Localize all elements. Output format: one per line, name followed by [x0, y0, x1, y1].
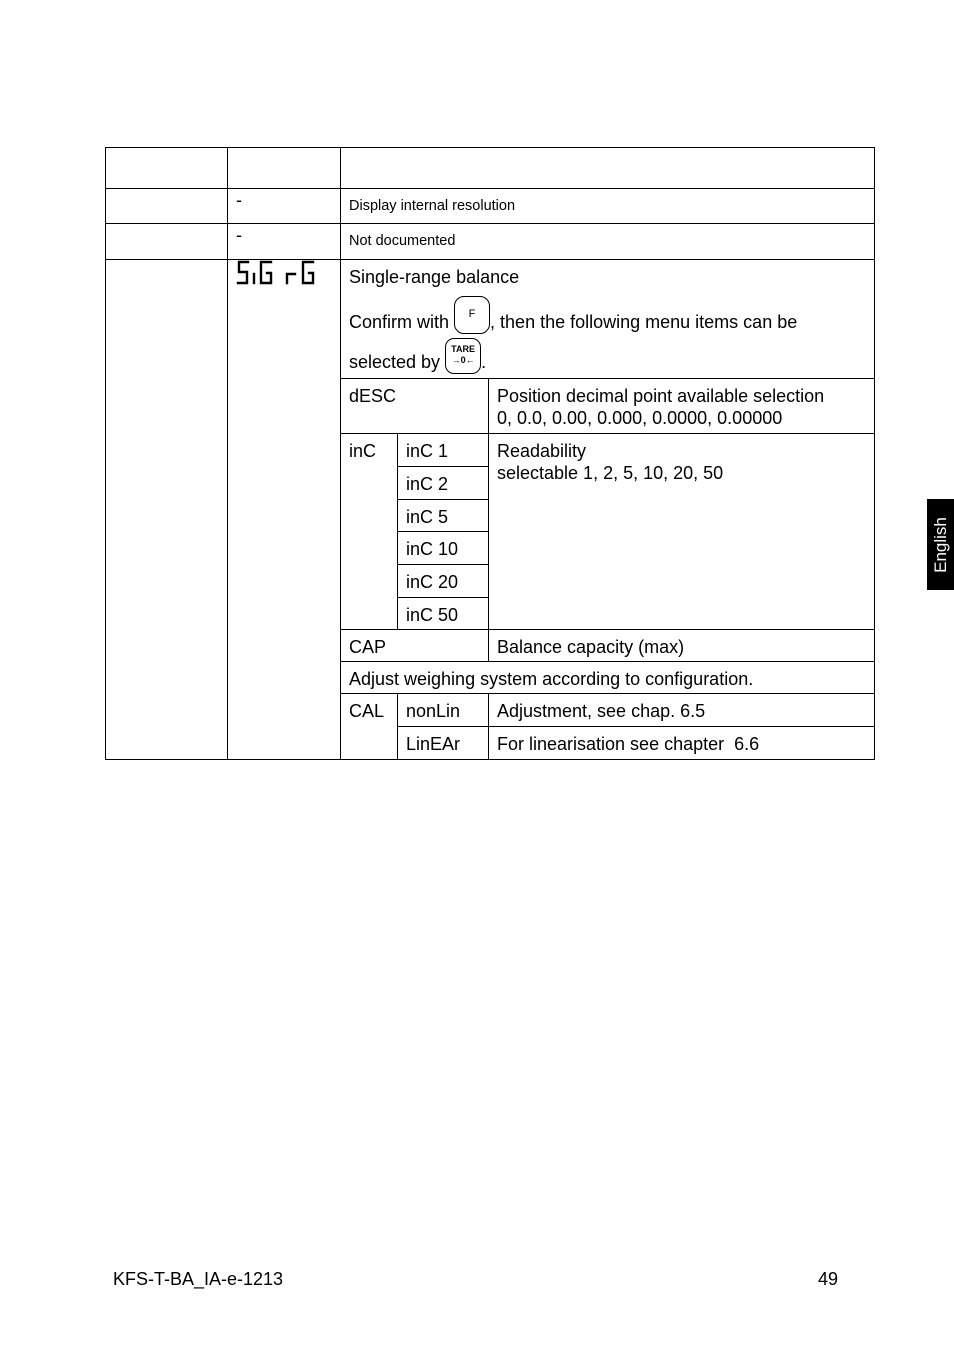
inc-desc-line-2: selectable 1, 2, 5, 10, 20, 50 — [497, 463, 724, 483]
segment-display-cell — [228, 260, 341, 760]
table-row-single-range — [106, 260, 875, 379]
period: . — [481, 352, 487, 372]
language-side-tab — [927, 499, 954, 590]
resolution-text: Display internal resolution — [341, 189, 875, 224]
desc-line-2: 0, 0.0, 0.00, 0.000, 0.0000, 0.00000 — [497, 408, 783, 428]
dash-cell: - — [228, 224, 341, 260]
inc-option: inC 50 — [398, 598, 489, 630]
linear-description: For linearisation see chapter 6.6 — [489, 727, 875, 760]
nonlin-label: nonLin — [398, 694, 489, 727]
selected-by-text: selected by — [349, 352, 441, 372]
seven-segment-display-icon — [236, 260, 320, 286]
nonlin-description: Adjustment, see chap. 6.5 — [489, 694, 875, 727]
inc-desc-line-1: Readability — [497, 441, 587, 461]
undocumented-text: Not documented — [341, 224, 875, 260]
zero-key-label: →0← — [451, 355, 475, 365]
cap-label: CAP — [341, 630, 489, 662]
inc-option: inC 2 — [398, 467, 489, 500]
desc-line-1: Position decimal point available selection — [497, 386, 825, 406]
f-key-label: F — [468, 308, 476, 320]
adjust-text: Adjust weighing system according to configuration. — [341, 662, 875, 694]
language-side-tab-label: English — [930, 516, 950, 573]
table-row-header-blank — [106, 148, 875, 189]
tare-key-label: TARE — [451, 344, 475, 354]
dash-cell: - — [228, 189, 341, 224]
confirm-prefix: Confirm with — [349, 312, 450, 332]
f-key-icon — [454, 296, 490, 334]
desc-description — [489, 379, 875, 434]
table-row-undocumented — [106, 224, 875, 260]
cal-label: CAL — [341, 694, 398, 760]
inc-description — [489, 434, 875, 630]
inc-option: inC 1 — [398, 434, 489, 467]
single-range-title: Single-range balance — [349, 267, 520, 287]
tare-key-icon — [445, 338, 481, 374]
confirm-suffix: , then the following menu items can be — [490, 312, 798, 332]
inc-label: inC — [341, 434, 398, 630]
footer-doc-id: KFS-T-BA_IA-e-1213 — [113, 1269, 284, 1289]
single-range-cell — [341, 260, 875, 379]
linear-label: LinEAr — [398, 727, 489, 760]
inc-option: inC 20 — [398, 565, 489, 598]
footer-page-number: 49 — [818, 1269, 839, 1289]
inc-option: inC 10 — [398, 532, 489, 565]
table-row-resolution — [106, 189, 875, 224]
desc-label: dESC — [341, 379, 489, 434]
menu-table — [105, 147, 875, 760]
cap-description: Balance capacity (max) — [489, 630, 875, 662]
inc-option: inC 5 — [398, 500, 489, 532]
